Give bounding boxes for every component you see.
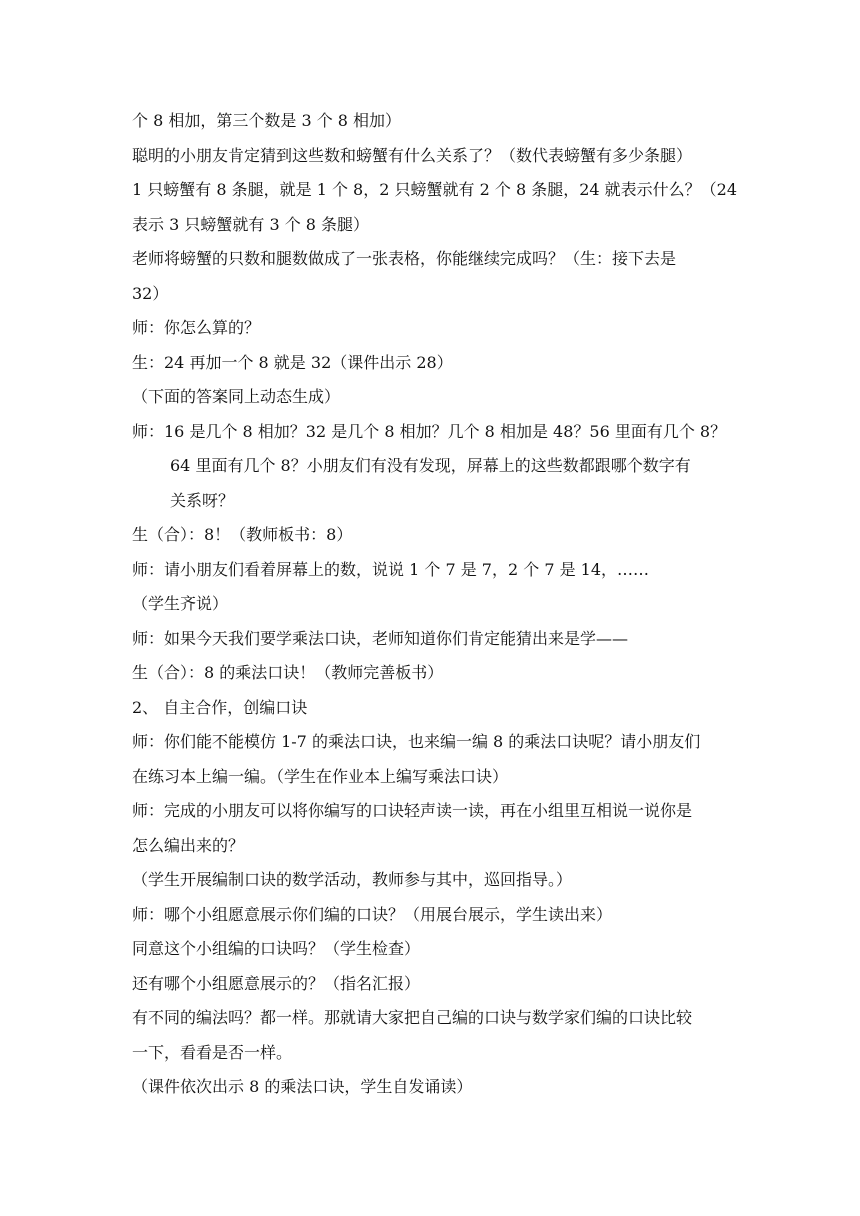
paragraph-line: 生（合）：8！（教师板书：8） xyxy=(132,525,353,544)
paragraph-line: 表示 3 只螃蟹就有 3 个 8 条腿） xyxy=(132,214,370,234)
paragraph-line: 师：如果今天我们要学乘法口诀，老师知道你们肯定能猜出来是学—— xyxy=(132,628,629,648)
paragraph-line: 师：你怎么算的？ xyxy=(132,318,261,337)
paragraph-line: 生（合）：8 的乘法口诀！（教师完善板书） xyxy=(132,663,444,682)
paragraph-line: （学生齐说） xyxy=(132,594,229,613)
paragraph-line: （课件依次出示 8 的乘法口诀，学生自发诵读） xyxy=(132,1077,473,1096)
paragraph-line: （下面的答案同上动态生成） xyxy=(132,387,341,406)
paragraph-line: 师：16 是几个 8 相加？32 是几个 8 相加？几个 8 相加是 48？56 里面有几个 8？ xyxy=(132,421,727,441)
paragraph-line: 还有哪个小组愿意展示的？（指名汇报） xyxy=(132,973,421,993)
paragraph-line: 关系呀？ xyxy=(170,490,235,510)
document-body xyxy=(132,104,742,1105)
section-heading: 2、 自主合作，创编口诀 xyxy=(132,697,308,717)
paragraph-line: 师：你们能不能模仿 1-7 的乘法口诀，也来编一编 8 的乘法口诀呢？请小朋友们 xyxy=(132,732,701,751)
paragraph-line: 师：哪个小组愿意展示你们编的口诀？（用展台展示，学生读出来） xyxy=(132,904,613,924)
paragraph-line: 聪明的小朋友肯定猜到这些数和螃蟹有什么关系了？（数代表螃蟹有多少条腿） xyxy=(132,145,693,165)
paragraph-line: 同意这个小组编的口诀吗？（学生检查） xyxy=(132,939,421,958)
paragraph-line: 怎么编出来的？ xyxy=(132,835,245,855)
paragraph-line: 一下，看看是否一样。 xyxy=(132,1042,293,1062)
paragraph-line: 生：24 再加一个 8 就是 32（课件出示 28） xyxy=(132,352,453,372)
paragraph-line: 老师将螃蟹的只数和腿数做成了一张表格，你能继续完成吗？（生：接下去是 xyxy=(132,249,677,268)
paragraph-line: 32） xyxy=(132,283,169,303)
paragraph-line: 1 只螃蟹有 8 条腿，就是 1 个 8，2 只螃蟹就有 2 个 8 条腿，24 就表示什么？（24 xyxy=(132,180,738,199)
paragraph-line: 师：请小朋友们看着屏幕上的数，说说 1 个 7 是 7，2 个 7 是 14，…… xyxy=(132,559,650,579)
paragraph-line: （学生开展编制口诀的数学活动，教师参与其中，巡回指导。） xyxy=(132,870,573,889)
paragraph-line: 有不同的编法吗？都一样。那就请大家把自己编的口诀与数学家们编的口诀比较 xyxy=(132,1008,693,1027)
paragraph-line: 在练习本上编一编。（学生在作业本上编写乘法口诀） xyxy=(132,766,509,786)
paragraph-line: 个 8 相加，第三个数是 3 个 8 相加） xyxy=(132,111,402,130)
paragraph-line: 师：完成的小朋友可以将你编写的口诀轻声读一读，再在小组里互相说一说你是 xyxy=(132,801,693,820)
paragraph-line: 64 里面有几个 8？小朋友们有没有发现，屏幕上的这些数都跟哪个数字有 xyxy=(170,456,691,475)
